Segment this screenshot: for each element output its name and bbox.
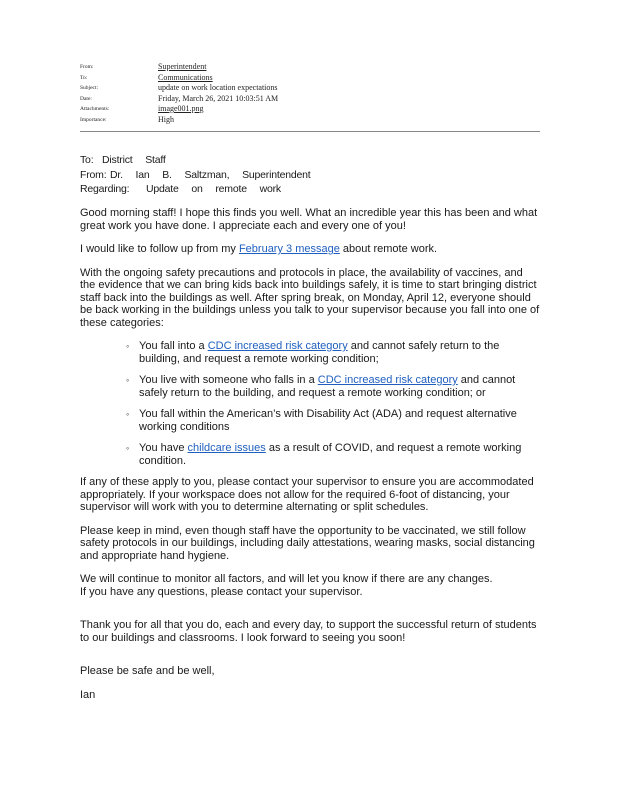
memo-to-value: District Staff bbox=[102, 154, 166, 166]
february-message-link[interactable]: February 3 message bbox=[238, 243, 340, 255]
subject-value: update on work location expectations bbox=[158, 83, 278, 92]
return-paragraph: With the ongoing safety precautions and protocols in place, the availability of vaccines, and the evidence that we can bring kids back into buildings safely, it is time to start bringing district staff back into the buildings as well. After spring break, on Monday, April 12, everyone should be back working in the buildings unless you talk to your supervisor because you fall into one of these categories: bbox=[80, 266, 540, 329]
date-value: Friday, March 26, 2021 10:03:51 AM bbox=[158, 93, 279, 103]
importance-value: High bbox=[158, 114, 174, 124]
list-item bbox=[126, 442, 540, 467]
list-item bbox=[126, 408, 540, 433]
header-row-attachments bbox=[80, 104, 550, 115]
header-key: Date: bbox=[80, 95, 92, 102]
list-text: You live with someone who falls in a bbox=[139, 374, 318, 386]
header-divider bbox=[80, 131, 540, 132]
memo-to-row bbox=[80, 153, 311, 168]
cdc-risk-link[interactable]: CDC increased risk category bbox=[317, 374, 458, 386]
memo-regarding-row bbox=[80, 182, 311, 197]
list-text: You have bbox=[139, 442, 188, 454]
header-row-from bbox=[80, 62, 550, 73]
memo-regarding-value: Update on remote work bbox=[146, 183, 281, 195]
header-key: Importance: bbox=[80, 116, 107, 123]
categories-list bbox=[80, 340, 540, 467]
thanks-paragraph: Thank you for all that you do, each and every day, to support the successful return of students to our buildings and classrooms. I look forward to seeing you soon! bbox=[80, 619, 537, 644]
supervisor-paragraph: If any of these apply to you, please contact your supervisor to ensure you are accommodated appropriately. If your workspace does not allow for the required 6-foot of distancing, your supervisor will work with you to determine alternating or split schedules. bbox=[80, 476, 534, 513]
memo-from-value: Dr. Ian B. Saltzman, Superintendent bbox=[110, 168, 311, 181]
header-row-date bbox=[80, 94, 550, 105]
from-link[interactable]: Superintendent bbox=[158, 62, 207, 71]
list-text: and cannot safely return to the building, and request a remote working condition; or bbox=[139, 374, 516, 399]
monitor-text: We will continue to monitor all factors, and will let you know if there are any changes. bbox=[80, 573, 493, 585]
bullet-icon: ◦ bbox=[126, 443, 130, 453]
monitor-paragraph bbox=[80, 573, 540, 598]
questions-text: If you have any questions, please contact your supervisor. bbox=[80, 585, 363, 598]
to-link[interactable]: Communications bbox=[158, 72, 213, 82]
cdc-risk-link[interactable]: CDC increased risk category bbox=[207, 340, 348, 352]
header-row-to bbox=[80, 73, 550, 84]
list-text: You fall into a bbox=[139, 340, 208, 352]
followup-paragraph bbox=[80, 243, 540, 256]
memo-to-label: To: bbox=[80, 154, 94, 166]
followup-text: I would like to follow up from my bbox=[80, 243, 239, 255]
header-key: Subject: bbox=[80, 85, 99, 91]
bullet-icon: ◦ bbox=[126, 375, 130, 385]
attachment-link[interactable]: image001.png bbox=[158, 104, 204, 113]
signature: Ian bbox=[80, 688, 96, 701]
bullet-icon: ◦ bbox=[126, 409, 130, 419]
email-header bbox=[80, 62, 550, 125]
followup-text-end: about remote work. bbox=[339, 243, 438, 255]
memo-from-row bbox=[80, 168, 311, 183]
header-key: Attachments: bbox=[80, 106, 110, 112]
header-key: To: bbox=[80, 74, 88, 81]
list-item bbox=[126, 340, 540, 365]
bullet-icon: ◦ bbox=[126, 341, 130, 351]
list-text: and cannot safely return to the building, and request a remote working condition; bbox=[139, 340, 500, 365]
header-row-importance bbox=[80, 115, 550, 126]
header-key: From: bbox=[80, 64, 94, 70]
memo-regarding-label: Regarding: bbox=[80, 183, 130, 195]
greeting-paragraph: Good morning staff! I hope this finds you well. What an incredible year this has been and what great work you have done. I appreciate each and every one of you! bbox=[80, 207, 538, 232]
closing-line: Please be safe and be well, bbox=[80, 665, 215, 677]
list-item bbox=[126, 374, 540, 399]
memo-from-label: From: bbox=[80, 168, 107, 181]
list-text: You fall within the American’s with Disability Act (ADA) and request alternative working conditions bbox=[139, 408, 517, 433]
memo-block bbox=[80, 153, 311, 197]
safety-paragraph: Please keep in mind, even though staff have the opportunity to be vaccinated, we still follow safety protocols in our buildings, including daily attestations, wearing masks, social distancing and appropriate hand hygiene. bbox=[80, 524, 535, 562]
message-body bbox=[80, 207, 540, 712]
header-row-subject bbox=[80, 83, 550, 94]
list-text: as a result of COVID, and request a remote working condition. bbox=[139, 442, 522, 467]
childcare-issues-link[interactable]: childcare issues bbox=[187, 442, 266, 454]
